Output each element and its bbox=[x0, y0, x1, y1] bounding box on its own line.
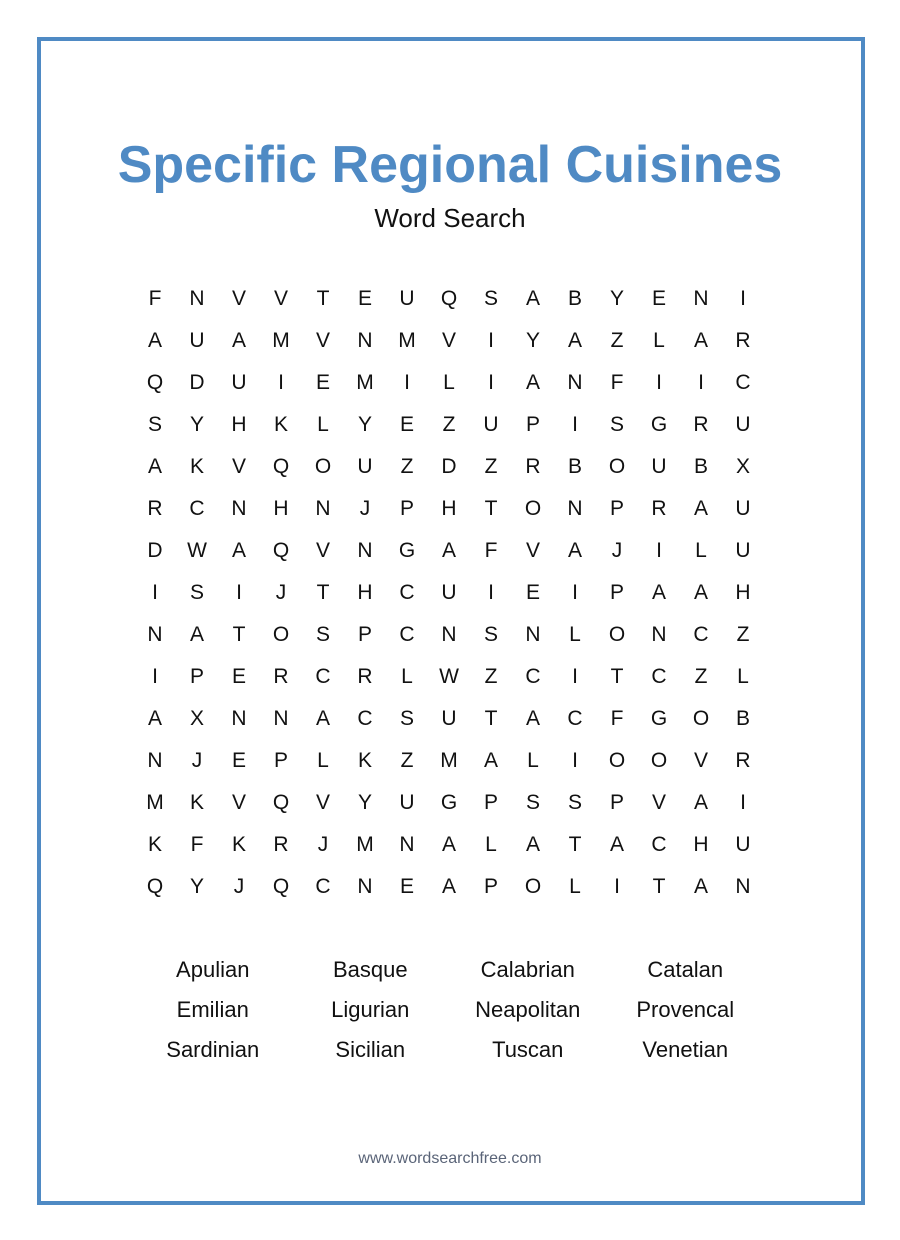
grid-row bbox=[134, 740, 764, 782]
grid-cell[interactable]: R bbox=[651, 497, 667, 520]
grid-cell[interactable]: H bbox=[273, 497, 289, 520]
grid-cell[interactable]: T bbox=[568, 833, 582, 856]
grid-cell[interactable]: I bbox=[488, 371, 494, 394]
grid-cell[interactable]: L bbox=[527, 749, 539, 772]
grid-cell[interactable]: A bbox=[189, 623, 204, 646]
grid-cell[interactable]: N bbox=[231, 497, 247, 520]
grid-cell[interactable]: K bbox=[357, 749, 372, 772]
grid-cell[interactable]: C bbox=[651, 665, 667, 688]
grid-cell[interactable]: R bbox=[525, 455, 541, 478]
grid-cell[interactable]: J bbox=[611, 539, 623, 562]
grid-cell[interactable]: V bbox=[231, 791, 246, 814]
letter-grid bbox=[134, 278, 764, 908]
grid-cell[interactable]: T bbox=[232, 623, 246, 646]
word-list-item: Sicilian bbox=[335, 1037, 406, 1062]
grid-cell[interactable]: G bbox=[650, 413, 668, 436]
grid-cell[interactable]: I bbox=[488, 329, 494, 352]
grid-cell[interactable]: J bbox=[317, 833, 329, 856]
grid-cell[interactable]: A bbox=[651, 581, 666, 604]
grid-cell[interactable]: U bbox=[483, 413, 499, 436]
grid-cell[interactable]: J bbox=[359, 497, 371, 520]
grid-cell[interactable]: A bbox=[441, 539, 456, 562]
grid-cell[interactable]: I bbox=[656, 371, 662, 394]
grid-cell[interactable]: P bbox=[483, 875, 498, 898]
grid-cell[interactable]: H bbox=[735, 581, 751, 604]
grid-cell[interactable]: N bbox=[525, 623, 541, 646]
grid-cell[interactable]: N bbox=[567, 497, 583, 520]
grid-cell[interactable]: O bbox=[524, 875, 542, 898]
grid-cell[interactable]: Y bbox=[357, 791, 372, 814]
grid-cell[interactable]: B bbox=[735, 707, 750, 730]
grid-cell[interactable]: S bbox=[567, 791, 582, 814]
grid-cell[interactable]: I bbox=[572, 413, 578, 436]
grid-cell[interactable]: M bbox=[356, 371, 374, 394]
grid-cell[interactable]: I bbox=[278, 371, 284, 394]
grid-cell[interactable]: K bbox=[189, 455, 204, 478]
grid-cell[interactable]: V bbox=[525, 539, 540, 562]
grid-cell[interactable]: N bbox=[357, 875, 373, 898]
grid-cell[interactable]: J bbox=[233, 875, 245, 898]
grid-cell[interactable]: T bbox=[610, 665, 624, 688]
grid-row bbox=[134, 278, 764, 320]
grid-cell[interactable]: V bbox=[231, 455, 246, 478]
grid-cell[interactable]: O bbox=[272, 623, 290, 646]
grid-cell[interactable]: B bbox=[567, 287, 582, 310]
grid-cell[interactable]: B bbox=[693, 455, 708, 478]
grid-cell[interactable]: L bbox=[317, 413, 329, 436]
grid-cell[interactable]: S bbox=[483, 623, 498, 646]
grid-row bbox=[134, 698, 764, 740]
grid-cell[interactable]: V bbox=[315, 329, 330, 352]
grid-cell[interactable]: T bbox=[316, 287, 330, 310]
grid-cell[interactable]: J bbox=[275, 581, 287, 604]
grid-cell[interactable]: U bbox=[735, 413, 751, 436]
grid-cell[interactable]: U bbox=[651, 455, 667, 478]
grid-cell[interactable]: A bbox=[231, 329, 246, 352]
grid-cell[interactable]: X bbox=[189, 707, 204, 730]
grid-cell[interactable]: T bbox=[484, 707, 498, 730]
grid-cell[interactable]: E bbox=[651, 287, 666, 310]
grid-cell[interactable]: I bbox=[740, 791, 746, 814]
grid-cell[interactable]: F bbox=[190, 833, 204, 856]
grid-cell[interactable]: U bbox=[399, 791, 415, 814]
grid-cell[interactable]: Y bbox=[609, 287, 624, 310]
grid-cell[interactable]: R bbox=[735, 749, 751, 772]
grid-cell[interactable]: N bbox=[735, 875, 751, 898]
grid-cell[interactable]: L bbox=[569, 623, 581, 646]
grid-cell[interactable]: L bbox=[695, 539, 707, 562]
grid-cell[interactable]: N bbox=[147, 749, 163, 772]
grid-cell[interactable]: I bbox=[404, 371, 410, 394]
grid-cell[interactable]: D bbox=[147, 539, 163, 562]
grid-cell[interactable]: L bbox=[401, 665, 413, 688]
grid-cell[interactable]: H bbox=[357, 581, 373, 604]
grid-cell[interactable]: N bbox=[357, 539, 373, 562]
grid-cell[interactable]: V bbox=[441, 329, 456, 352]
grid-cell[interactable]: Y bbox=[189, 413, 204, 436]
grid-row bbox=[134, 866, 764, 908]
grid-cell[interactable]: A bbox=[525, 833, 540, 856]
grid-cell[interactable]: P bbox=[189, 665, 204, 688]
page-title: Specific Regional Cuisines bbox=[117, 136, 783, 194]
grid-cell[interactable]: A bbox=[693, 581, 708, 604]
grid-cell[interactable]: T bbox=[484, 497, 498, 520]
grid-cell[interactable]: Y bbox=[189, 875, 204, 898]
grid-cell[interactable]: A bbox=[441, 875, 456, 898]
grid-cell[interactable]: C bbox=[357, 707, 373, 730]
grid-cell[interactable]: S bbox=[147, 413, 162, 436]
grid-cell[interactable]: A bbox=[147, 707, 162, 730]
grid-cell[interactable]: P bbox=[483, 791, 498, 814]
grid-cell[interactable]: U bbox=[399, 287, 415, 310]
grid-cell[interactable]: R bbox=[693, 413, 709, 436]
grid-row bbox=[134, 824, 764, 866]
grid-cell[interactable]: D bbox=[441, 455, 457, 478]
grid-cell[interactable]: C bbox=[315, 665, 331, 688]
grid-cell[interactable]: S bbox=[483, 287, 498, 310]
grid-cell[interactable]: U bbox=[735, 833, 751, 856]
grid-cell[interactable]: S bbox=[525, 791, 540, 814]
word-list-item: Calabrian bbox=[480, 957, 575, 982]
grid-cell[interactable]: R bbox=[147, 497, 163, 520]
grid-cell[interactable]: K bbox=[189, 791, 204, 814]
grid-cell[interactable]: Y bbox=[525, 329, 540, 352]
grid-cell[interactable]: A bbox=[147, 329, 162, 352]
grid-cell[interactable]: Z bbox=[484, 665, 498, 688]
grid-cell[interactable]: H bbox=[231, 413, 247, 436]
grid-cell[interactable]: N bbox=[147, 623, 163, 646]
grid-cell[interactable]: V bbox=[273, 287, 288, 310]
grid-cell[interactable]: T bbox=[652, 875, 666, 898]
grid-cell[interactable]: I bbox=[488, 581, 494, 604]
grid-cell[interactable]: U bbox=[189, 329, 205, 352]
grid-cell[interactable]: U bbox=[231, 371, 247, 394]
grid-cell[interactable]: E bbox=[231, 665, 246, 688]
grid-cell[interactable]: R bbox=[357, 665, 373, 688]
grid-cell[interactable]: P bbox=[357, 623, 372, 646]
grid-cell[interactable]: P bbox=[609, 791, 624, 814]
grid-cell[interactable]: U bbox=[735, 497, 751, 520]
grid-cell[interactable]: I bbox=[656, 539, 662, 562]
grid-cell[interactable]: F bbox=[148, 287, 162, 310]
grid-cell[interactable]: P bbox=[609, 581, 624, 604]
grid-cell[interactable]: M bbox=[440, 749, 458, 772]
word-list-item: Provencal bbox=[636, 997, 735, 1022]
grid-cell[interactable]: C bbox=[189, 497, 205, 520]
grid-cell[interactable]: A bbox=[525, 371, 540, 394]
word-list-item: Tuscan bbox=[492, 1037, 564, 1062]
word-list-item: Ligurian bbox=[331, 997, 410, 1022]
grid-cell[interactable]: V bbox=[693, 749, 708, 772]
grid-cell[interactable]: A bbox=[525, 287, 540, 310]
grid-cell[interactable]: F bbox=[484, 539, 498, 562]
grid-cell[interactable]: L bbox=[569, 875, 581, 898]
grid-cell[interactable]: K bbox=[147, 833, 162, 856]
grid-cell[interactable]: A bbox=[147, 455, 162, 478]
grid-cell[interactable]: Q bbox=[272, 455, 290, 478]
grid-cell[interactable]: Z bbox=[610, 329, 624, 352]
grid-row bbox=[134, 488, 764, 530]
grid-cell[interactable]: E bbox=[525, 581, 540, 604]
grid-cell[interactable]: Q bbox=[146, 371, 164, 394]
grid-cell[interactable]: I bbox=[152, 581, 158, 604]
grid-cell[interactable]: Q bbox=[272, 539, 290, 562]
grid-cell[interactable]: Q bbox=[440, 287, 458, 310]
grid-cell[interactable]: N bbox=[399, 833, 415, 856]
grid-cell[interactable]: Q bbox=[146, 875, 164, 898]
grid-cell[interactable]: Q bbox=[272, 875, 290, 898]
grid-row bbox=[134, 320, 764, 362]
grid-cell[interactable]: Z bbox=[400, 749, 414, 772]
grid-cell[interactable]: A bbox=[567, 329, 582, 352]
grid-cell[interactable]: B bbox=[567, 455, 582, 478]
grid-cell[interactable]: C bbox=[693, 623, 709, 646]
grid-row bbox=[134, 362, 764, 404]
grid-cell[interactable]: P bbox=[273, 749, 288, 772]
word-list-item: Emilian bbox=[176, 997, 249, 1022]
grid-cell[interactable]: L bbox=[317, 749, 329, 772]
grid-cell[interactable]: H bbox=[441, 497, 457, 520]
grid-cell[interactable]: P bbox=[525, 413, 540, 436]
grid-cell[interactable]: A bbox=[483, 749, 498, 772]
grid-cell[interactable]: A bbox=[693, 791, 708, 814]
grid-cell[interactable]: I bbox=[698, 371, 704, 394]
grid-cell[interactable]: H bbox=[693, 833, 709, 856]
grid-cell[interactable]: C bbox=[525, 665, 541, 688]
word-list-item: Catalan bbox=[647, 957, 724, 982]
grid-cell[interactable]: Z bbox=[484, 455, 498, 478]
grid-cell[interactable]: E bbox=[399, 875, 414, 898]
grid-cell[interactable]: Z bbox=[736, 623, 750, 646]
grid-cell[interactable]: L bbox=[485, 833, 497, 856]
grid-cell[interactable]: L bbox=[737, 665, 749, 688]
grid-cell[interactable]: S bbox=[189, 581, 204, 604]
grid-cell[interactable]: S bbox=[399, 707, 414, 730]
grid-row bbox=[134, 530, 764, 572]
grid-cell[interactable]: N bbox=[567, 371, 583, 394]
grid-cell[interactable]: Z bbox=[400, 455, 414, 478]
grid-cell[interactable]: G bbox=[440, 791, 458, 814]
grid-cell[interactable]: I bbox=[572, 749, 578, 772]
grid-cell[interactable]: L bbox=[443, 371, 455, 394]
grid-cell[interactable]: F bbox=[610, 707, 624, 730]
grid-cell[interactable]: K bbox=[231, 833, 246, 856]
grid-cell[interactable]: O bbox=[692, 707, 710, 730]
grid-cell[interactable]: V bbox=[651, 791, 666, 814]
grid-cell[interactable]: M bbox=[398, 329, 416, 352]
grid-cell[interactable]: C bbox=[399, 623, 415, 646]
grid-cell[interactable]: S bbox=[609, 413, 624, 436]
grid-cell[interactable]: A bbox=[315, 707, 330, 730]
grid-cell[interactable]: R bbox=[273, 665, 289, 688]
grid-cell[interactable]: P bbox=[609, 497, 624, 520]
grid-cell[interactable]: M bbox=[146, 791, 164, 814]
grid-row bbox=[134, 572, 764, 614]
grid-cell[interactable]: V bbox=[315, 539, 330, 562]
grid-row bbox=[134, 782, 764, 824]
grid-cell[interactable]: U bbox=[441, 707, 457, 730]
grid-cell[interactable]: N bbox=[273, 707, 289, 730]
grid-cell[interactable]: F bbox=[610, 371, 624, 394]
grid-cell[interactable]: X bbox=[735, 455, 750, 478]
grid-cell[interactable]: C bbox=[735, 371, 751, 394]
grid-cell[interactable]: G bbox=[398, 539, 416, 562]
grid-cell[interactable]: A bbox=[609, 833, 624, 856]
grid-cell[interactable]: I bbox=[152, 665, 158, 688]
grid-cell[interactable]: O bbox=[608, 623, 626, 646]
grid-cell[interactable]: Q bbox=[272, 791, 290, 814]
grid-cell[interactable]: O bbox=[608, 749, 626, 772]
grid-cell[interactable]: W bbox=[439, 665, 459, 688]
grid-cell[interactable]: Z bbox=[442, 413, 456, 436]
word-list-item: Neapolitan bbox=[475, 997, 581, 1022]
grid-cell[interactable]: C bbox=[315, 875, 331, 898]
grid-cell[interactable]: N bbox=[315, 497, 331, 520]
grid-cell[interactable]: N bbox=[651, 623, 667, 646]
grid-cell[interactable]: I bbox=[572, 665, 578, 688]
grid-cell[interactable]: W bbox=[187, 539, 207, 562]
grid-cell[interactable]: E bbox=[315, 371, 330, 394]
grid-cell[interactable]: N bbox=[189, 287, 205, 310]
grid-cell[interactable]: E bbox=[399, 413, 414, 436]
grid-cell[interactable]: M bbox=[272, 329, 290, 352]
grid-cell[interactable]: O bbox=[524, 497, 542, 520]
footer-url[interactable]: www.wordsearchfree.com bbox=[358, 1150, 542, 1167]
grid-cell[interactable]: Y bbox=[357, 413, 372, 436]
grid-cell[interactable]: N bbox=[357, 329, 373, 352]
grid-cell[interactable]: O bbox=[314, 455, 332, 478]
grid-cell[interactable]: C bbox=[651, 833, 667, 856]
page-subtitle: Word Search bbox=[374, 203, 526, 233]
word-list-item: Basque bbox=[332, 957, 408, 982]
grid-row bbox=[134, 446, 764, 488]
grid-cell[interactable]: I bbox=[236, 581, 242, 604]
grid-row bbox=[134, 404, 764, 446]
grid-cell[interactable]: V bbox=[231, 287, 246, 310]
grid-cell[interactable]: E bbox=[231, 749, 246, 772]
grid-cell[interactable]: A bbox=[693, 497, 708, 520]
grid-cell[interactable]: N bbox=[693, 287, 709, 310]
grid-cell[interactable]: Z bbox=[694, 665, 708, 688]
grid-cell[interactable]: N bbox=[231, 707, 247, 730]
grid-cell[interactable]: I bbox=[572, 581, 578, 604]
grid-cell[interactable]: G bbox=[650, 707, 668, 730]
grid-cell[interactable]: E bbox=[357, 287, 372, 310]
grid-row bbox=[134, 614, 764, 656]
word-list-item: Venetian bbox=[642, 1037, 729, 1062]
grid-cell[interactable]: I bbox=[614, 875, 620, 898]
grid-cell[interactable]: M bbox=[356, 833, 374, 856]
grid-cell[interactable]: D bbox=[189, 371, 205, 394]
grid-cell[interactable]: A bbox=[231, 539, 246, 562]
grid-cell[interactable]: U bbox=[441, 581, 457, 604]
grid-cell[interactable]: L bbox=[653, 329, 665, 352]
grid-cell[interactable]: R bbox=[735, 329, 751, 352]
grid-cell[interactable]: T bbox=[316, 581, 330, 604]
grid-cell[interactable]: U bbox=[357, 455, 373, 478]
word-list-item: Sardinian bbox=[166, 1037, 260, 1062]
grid-cell[interactable]: S bbox=[315, 623, 330, 646]
grid-cell[interactable]: I bbox=[740, 287, 746, 310]
grid-cell[interactable]: A bbox=[567, 539, 582, 562]
grid-cell[interactable]: A bbox=[441, 833, 456, 856]
grid-cell[interactable]: A bbox=[693, 875, 708, 898]
grid-cell[interactable]: A bbox=[693, 329, 708, 352]
grid-cell[interactable]: C bbox=[567, 707, 583, 730]
grid-cell[interactable]: C bbox=[399, 581, 415, 604]
grid-cell[interactable]: J bbox=[191, 749, 203, 772]
grid-cell[interactable]: U bbox=[735, 539, 751, 562]
grid-cell[interactable]: N bbox=[441, 623, 457, 646]
word-list bbox=[134, 950, 764, 1070]
grid-cell[interactable]: O bbox=[608, 455, 626, 478]
grid-cell[interactable]: V bbox=[315, 791, 330, 814]
grid-row bbox=[134, 656, 764, 698]
grid-cell[interactable]: P bbox=[399, 497, 414, 520]
grid-cell[interactable]: A bbox=[525, 707, 540, 730]
grid-cell[interactable]: K bbox=[273, 413, 288, 436]
grid-cell[interactable]: R bbox=[273, 833, 289, 856]
grid-cell[interactable]: O bbox=[650, 749, 668, 772]
word-list-item: Apulian bbox=[176, 957, 250, 982]
